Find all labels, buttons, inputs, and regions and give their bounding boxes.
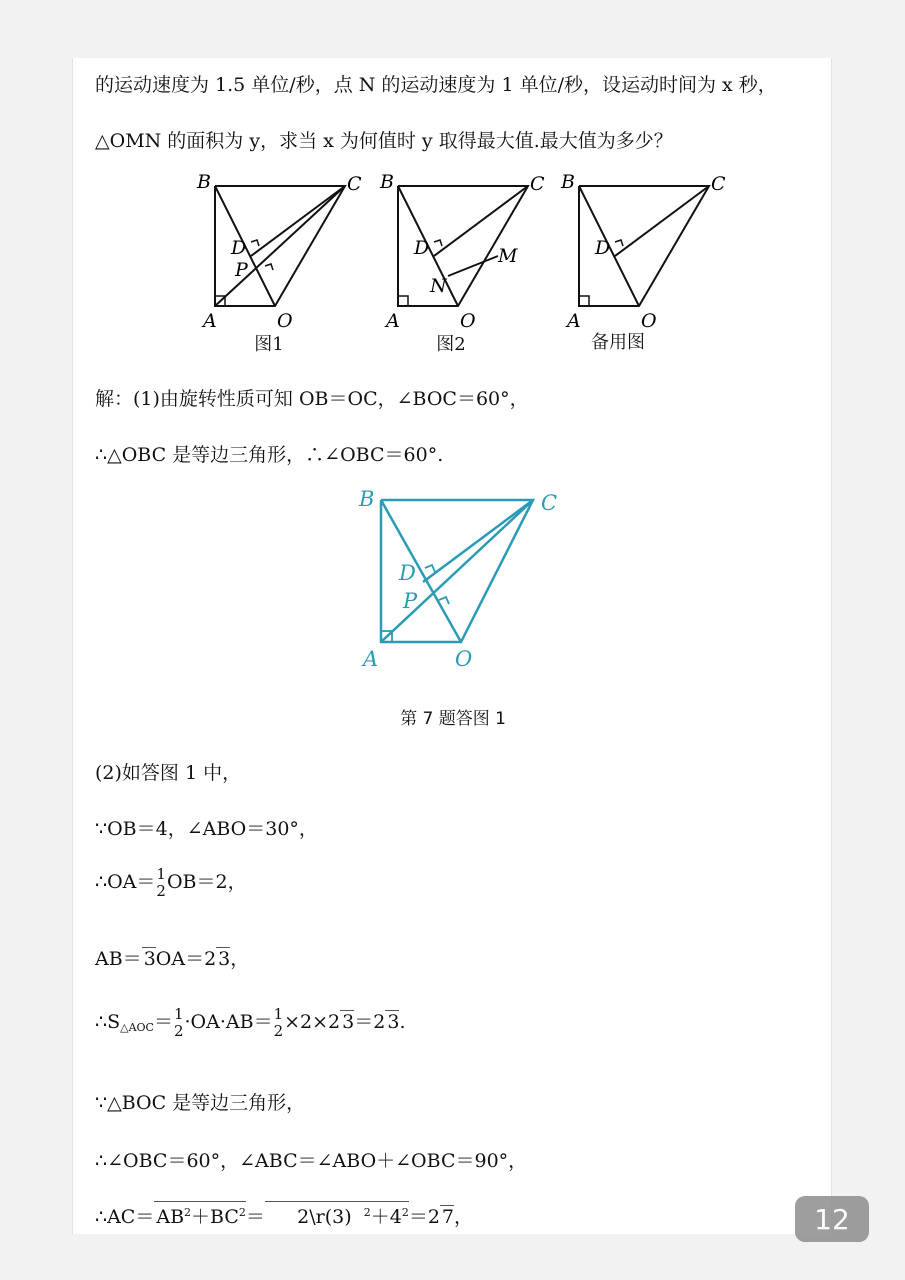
figure-spare bbox=[559, 172, 739, 352]
label-B: B bbox=[380, 172, 394, 193]
solution-line-10: ∴AC＝ $AB^2+BC^2=$ 2\r(3) $^2+4^2=2$ 7， bbox=[95, 1201, 473, 1229]
document-page bbox=[72, 58, 832, 1234]
figure-2 bbox=[378, 172, 558, 352]
solution-line-6: AB＝ 3OA＝2 3， bbox=[95, 948, 250, 970]
answer-label-O: O bbox=[455, 647, 473, 671]
label-P: P bbox=[235, 259, 248, 281]
label-D: D bbox=[595, 237, 611, 259]
solution-line-4: ∵OB＝4，∠ABO＝30°， bbox=[95, 818, 318, 840]
page-number-badge[interactable]: 12 bbox=[795, 1196, 869, 1242]
sqrt-7: 7 bbox=[441, 1206, 454, 1228]
answer-caption: 第 7 题答图 1 bbox=[400, 709, 506, 729]
figure-2-caption: 图2 bbox=[436, 334, 466, 355]
label-O: O bbox=[460, 310, 476, 332]
sqrt-expression: 2\r(3) $^2+4^2$ bbox=[265, 1201, 409, 1229]
label-M: M bbox=[498, 245, 518, 267]
label-C: C bbox=[711, 173, 726, 195]
solution-line-2: ∴△OBC 是等边三角形，∴∠OBC＝60°. bbox=[95, 444, 444, 466]
problem-line-1: 的运动速度为 1.5 单位/秒，点 N 的运动速度为 1 单位/秒，设运动时间为 x 秒， bbox=[95, 74, 777, 96]
figure-spare-caption: 备用图 bbox=[591, 332, 645, 353]
sqrt-3: 3 bbox=[342, 1011, 355, 1033]
answer-label-B: B bbox=[359, 487, 375, 511]
answer-figure bbox=[349, 482, 589, 682]
label-D: D bbox=[414, 237, 430, 259]
sqrt-3: 3 bbox=[143, 948, 156, 970]
problem-line-2: △OMN 的面积为 y，求当 x 为何值时 y 取得最大值.最大值为多少？ bbox=[95, 130, 673, 152]
label-A: A bbox=[386, 310, 400, 332]
label-C: C bbox=[347, 173, 362, 195]
figure-1 bbox=[195, 172, 375, 352]
figure-1-caption: 图1 bbox=[254, 334, 284, 355]
label-C: C bbox=[530, 173, 545, 195]
label-B: B bbox=[561, 172, 575, 193]
sqrt-3: 3 bbox=[218, 948, 231, 970]
sqrt-3: 3 bbox=[387, 1011, 400, 1033]
label-D: D bbox=[231, 237, 247, 259]
solution-line-1: 解：(1)由旋转性质可知 OB＝OC，∠BOC＝60°， bbox=[95, 388, 529, 410]
solution-line-8: ∵△BOC 是等边三角形， bbox=[95, 1092, 306, 1114]
solution-line-5: ∴OA＝ 1 2 OB＝2， bbox=[95, 865, 247, 900]
solution-line-7: $\therefore S_{\triangle AOC}=$ 1 2 ·OA·AB＝ 1 2 ×2×2 3＝2 3. bbox=[95, 1005, 406, 1040]
solution-line-3: (2)如答图 1 中， bbox=[95, 762, 242, 784]
fraction-half: 1 2 bbox=[173, 1005, 184, 1040]
label-A: A bbox=[203, 310, 217, 332]
label-N: N bbox=[430, 275, 447, 297]
label-O: O bbox=[277, 310, 293, 332]
solution-line-9: ∴∠OBC＝60°，∠ABC＝∠ABO＋∠OBC＝90°， bbox=[95, 1150, 528, 1172]
fraction-half: 1 2 bbox=[273, 1005, 284, 1040]
label-A: A bbox=[567, 310, 581, 332]
label-O: O bbox=[641, 310, 657, 332]
label-B: B bbox=[197, 172, 211, 193]
answer-label-D: D bbox=[399, 561, 416, 585]
answer-label-C: C bbox=[541, 491, 558, 515]
sqrt-expression: $AB^2+BC^2$ bbox=[154, 1201, 246, 1229]
fraction-half: 1 2 bbox=[156, 865, 166, 900]
answer-label-A: A bbox=[363, 647, 379, 671]
answer-label-P: P bbox=[403, 589, 418, 613]
